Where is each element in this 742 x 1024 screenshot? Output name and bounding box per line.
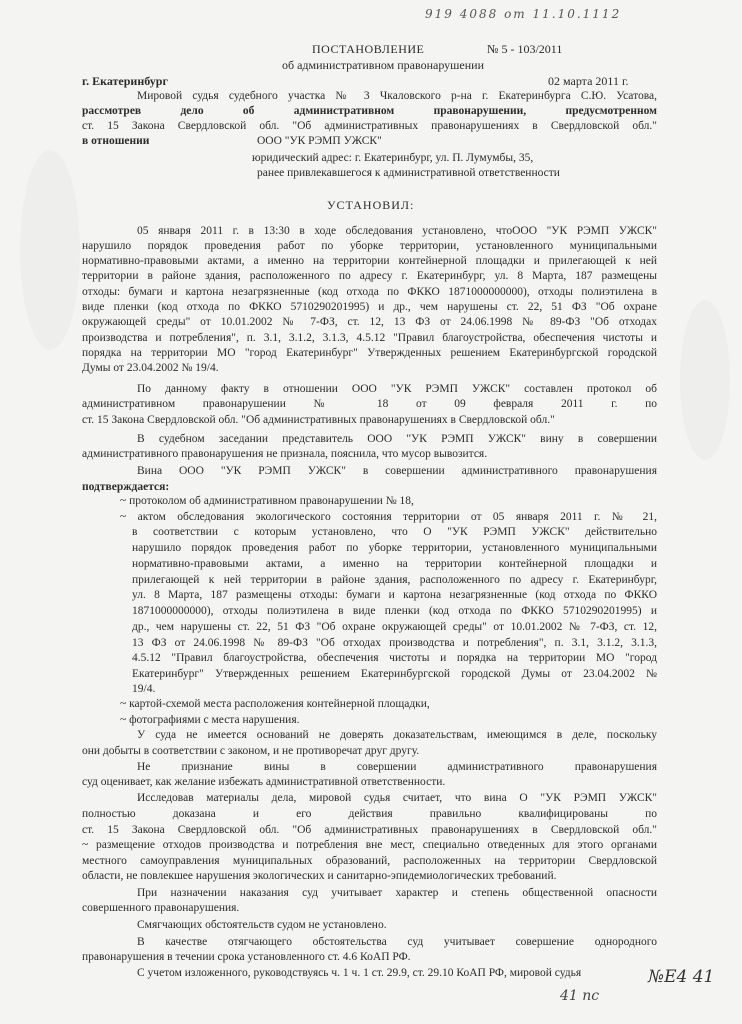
handwritten-registration-note: 919 4088 от 11.10.1112 bbox=[425, 7, 622, 21]
body-line: При назначении наказания суд учитывает характер и степень общественной опасности bbox=[137, 887, 657, 899]
body-line: нарушило порядок проведения работ по уборке территории, установленного муниципальными bbox=[132, 542, 657, 554]
body-line: в соответствии с которым установлено, что О "УК РЭМП УЖСК" действительно bbox=[132, 526, 657, 538]
body-line: 19/4. bbox=[132, 683, 156, 695]
handwritten-mark: №Е4 41 bbox=[648, 967, 715, 987]
body-line: порядка на территории МО "город Екатеринбург" Утвержденных решением Екатеринбургской городской bbox=[82, 347, 657, 359]
intro-line: Мировой судья судебного участка № 3 Чкаловского р-на г. Екатеринбурга С.Ю. Усатова, bbox=[137, 90, 657, 102]
body-line: административного правонарушения не признала, пояснила, что мусор вывозится. bbox=[82, 448, 488, 460]
handwritten-page-note: 41 пс bbox=[560, 988, 600, 1004]
evidence-item: ~ актом обследования экологического состояния территории от 05 января 2011 г. № 21, bbox=[120, 511, 657, 523]
body-line: 1871000000000), отходы полиэтилена в виде пленки (код отхода по ФККО 5710290201995) и bbox=[132, 605, 657, 617]
body-line: В качестве отягчающего обстоятельства суд учитывает совершение однородного bbox=[137, 936, 657, 948]
section-heading: УСТАНОВИЛ: bbox=[327, 198, 415, 212]
body-line: области, не повлекшее нарушения экологических и санитарно-эпидемиологических требований. bbox=[82, 870, 557, 882]
evidence-item: ~ картой-схемой места расположения контейнерной площадки, bbox=[120, 698, 430, 710]
body-line: виде пленки (код отхода по ФККО 5710290201995) и др., чем нарушены ст. 22, 51 ФЗ "Об охране bbox=[82, 301, 657, 313]
body-line: др., чем нарушены ст. 22, 51 ФЗ "Об охране окружающей среды" от 10.01.2002 № 7-ФЗ, ст. 12, bbox=[132, 621, 657, 633]
body-line: 13 ФЗ от 24.06.1998 № 89-ФЗ "Об отходах производства и потребления", п. 3.1, 3.1.2, 3.1.3, bbox=[132, 637, 657, 649]
body-line: Исследовав материалы дела, мировой судья считает, что вина О "УК РЭМП УЖСК" bbox=[137, 792, 657, 804]
body-line: совершенного правонарушения. bbox=[82, 902, 240, 914]
body-line: ~ размещение отходов производства и потребления вне мест, специально отведенных для этого органами bbox=[82, 839, 657, 851]
body-line: ст. 15 Закона Свердловской обл. "Об административных правонарушениях в Свердловской обл." bbox=[82, 824, 657, 836]
scan-smudge bbox=[680, 300, 730, 460]
body-line: суд оценивает, как желание избежать административной ответственности. bbox=[82, 776, 446, 788]
evidence-item: ~ фотографиями с места нарушения. bbox=[120, 714, 300, 726]
body-line: правонарушения в течении срока установленного ст. 4.6 КоАП РФ. bbox=[82, 951, 411, 963]
evidence-item: ~ протоколом об административном правонарушении № 18, bbox=[120, 495, 414, 507]
body-line: 4.5.12 "Правил благоустройства, обеспечения чистоты и порядка на территории МО "город bbox=[132, 652, 657, 664]
document-city: г. Екатеринбург bbox=[82, 74, 168, 88]
document-number: № 5 - 103/2011 bbox=[487, 42, 563, 56]
document-title: ПОСТАНОВЛЕНИЕ bbox=[312, 42, 425, 56]
defendant-name: ООО "УК РЭМП УЖСК" bbox=[257, 135, 382, 147]
body-line: ст. 15 Закона Свердловской обл. "Об административных правонарушениях в Свердловской обл." bbox=[82, 414, 555, 426]
body-line: По данному факту в отношении ООО "УК РЭМП УЖСК" составлен протокол об bbox=[137, 383, 657, 395]
scan-smudge bbox=[20, 150, 80, 350]
body-line: 05 января 2011 г. в 13:30 в ходе обследования установлено, чтоООО "УК РЭМП УЖСК" bbox=[137, 225, 657, 237]
defendant-address: юридический адрес: г. Екатеринбург, ул. П. Лумумбы, 35, bbox=[252, 152, 534, 164]
body-line: прилегающей к ней территории в районе здания, расположенного по адресу г. Екатеринбург, bbox=[132, 574, 657, 586]
document-subtitle: об административном правонарушении bbox=[282, 58, 485, 72]
body-line: В судебном заседании представитель ООО "УК РЭМП УЖСК" вину в совершении bbox=[137, 433, 657, 445]
body-line: Смягчающих обстоятельств судом не установлено. bbox=[137, 919, 387, 931]
body-line: полностью доказана и его действия правильно квалифицированы по bbox=[82, 808, 657, 820]
intro-line: в отношении bbox=[82, 135, 150, 147]
body-line: они добыты в соответствии с законом, и не противоречат друг другу. bbox=[82, 745, 420, 757]
body-line: С учетом изложенного, руководствуясь ч. 1 ч. 1 ст. 29.9, ст. 29.10 КоАП РФ, мировой судья bbox=[137, 967, 582, 979]
intro-line: ст. 15 Закона Свердловской обл. "Об административных правонарушениях в Свердловской обл." bbox=[82, 120, 657, 132]
intro-line: рассмотрев дело об административном правонарушении, предусмотренном bbox=[82, 105, 657, 117]
body-line: местного самоуправления муниципальных образований, расположенных на территории Свердловской bbox=[82, 855, 657, 867]
body-line: ул. 8 Марта, 187 размещены отходы: бумаги и картона незагрязненные (код отхода по ФККО bbox=[132, 589, 657, 601]
body-line: окружающей среды" от 10.01.2002 № 7-ФЗ, ст. 12, 13 ФЗ от 24.06.1998 № 89-ФЗ "Об отходах bbox=[82, 316, 657, 328]
body-line: нормативно-правовыми актами, а именно на территории контейнерной площадки и bbox=[132, 558, 657, 570]
body-line: Думы от 23.04.2002 № 19/4. bbox=[82, 362, 219, 374]
body-line: подтверждается: bbox=[82, 481, 170, 493]
body-line: Екатеринбург" Утвержденных решением Екатеринбургской городской Думы от 23.04.2002 № bbox=[132, 668, 657, 680]
body-line: административном правонарушении № 18 от 09 февраля 2011 г. по bbox=[82, 398, 657, 410]
body-line: нарушило порядок проведения работ по уборке территории, установленного муниципальными bbox=[82, 240, 657, 252]
intro-line: ранее привлекавшегося к административной ответственности bbox=[257, 167, 560, 179]
document-date: 02 марта 2011 г. bbox=[548, 74, 629, 88]
body-line: отходы: бумаги и картона незагрязненные (код отхода по ФККО 1871000000000), отходы полиэтилена в bbox=[82, 286, 657, 298]
body-line: производства и потребления", п. 3.1, 3.1.2, 3.1.3, 4.5.12 "Правил благоустройства, обеспечения чистоты и bbox=[82, 332, 657, 344]
body-line: территории в районе здания, расположенного по адресу г. Екатеринбург, ул. 8 Марта, 187 размещены bbox=[82, 270, 657, 282]
body-line: нормативно-правовыми актами, а именно на территории контейнерной площадки и прилегающей к ней bbox=[82, 255, 657, 267]
body-line: У суда не имеется оснований не доверять доказательствам, имеющимся в деле, поскольку bbox=[137, 729, 657, 741]
body-line: Не признание вины в совершении административного правонарушения bbox=[137, 761, 657, 773]
body-line: Вина ООО "УК РЭМП УЖСК" в совершении административного правонарушения bbox=[137, 465, 657, 477]
